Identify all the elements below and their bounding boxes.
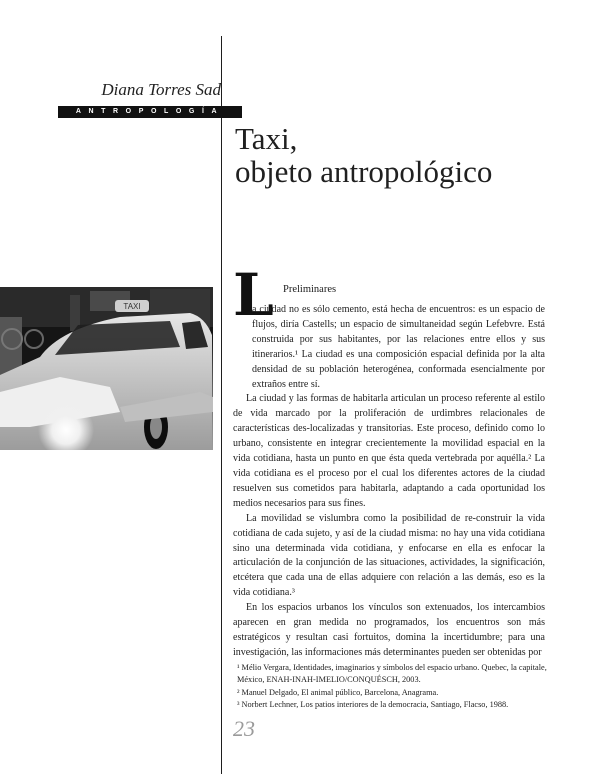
- drop-cap: L: [233, 261, 274, 329]
- section-heading: Preliminares: [283, 284, 337, 295]
- footnote-2: ² Manuel Delgado, El animal público, Barcelona, Anagrama.: [237, 687, 439, 697]
- taxi-photo: [0, 287, 213, 450]
- footnotes: [237, 662, 547, 711]
- page-number: 23: [233, 716, 255, 741]
- paragraph-4: En los espacios urbanos los vínculos son extenuados, los intercambios aparecen en gran medida no programados, los encuentros son más estratégicos y resultan casi fortuitos, domina la incertidumbre; para una investigación, las informaciones más determinantes pueden ser obtenidas por: [233, 602, 545, 658]
- title-line-2: objeto antropológico: [235, 154, 493, 189]
- paragraph-1: a ciudad no es sólo cemento, está hecha de encuentros: es un espacio de flujos, diría Castells; un espacio de simultaneidad según Lefebvre. Está construida por sus habitantes, por las relaciones entre ellos y sus itinerarios.¹ La ciudad es una composición espacial definida por la alta densidad de su población heterogénea, conformada esencialmente por extraños entre sí.: [252, 304, 545, 390]
- article-title: [235, 122, 492, 188]
- taxi-roof-sign: TAXI: [123, 302, 141, 311]
- paragraph-2: La ciudad y las formas de habitarla articulan un proceso referente al estilo de vida marcado por la proliferación de urdimbres relacionales de características des-localizadas y transitorias. Este proceso, definido como lo urbano, consistente en integrar crecientemente la movilidad espacial en la vida cotidiana, hasta un punto en que ésta queda vertebrada por aquélla.² La vida cotidiana es el proceso por el cual los diferentes actores de la ciudad resuelven sus cometidos para habitarla, adaptando a cada oportunidad los medios necesarios para sus fines.: [233, 393, 545, 509]
- footnote-1: ¹ Mélio Vergara, Identidades, imaginarios y símbolos del espacio urbano. Quebec, la capitale, México, ENAH-INAH-IMELIO/CONQUÉSCH, 2003.: [237, 663, 547, 685]
- title-line-1: Taxi,: [235, 121, 298, 156]
- taxi-photo-image: [0, 287, 213, 450]
- section-bar: [58, 106, 242, 118]
- column-divider-line: [221, 36, 222, 774]
- author-name: Diana Torres Sad: [101, 80, 221, 99]
- footnote-3: ³ Norbert Lechner, Los patios interiores de la democracia, Santiago, Flacso, 1988.: [237, 699, 509, 709]
- section-bar-label: ANTROPOLOGÍA: [75, 108, 225, 115]
- article-body: [233, 303, 545, 661]
- paragraph-3: La movilidad se vislumbra como la posibilidad de re-construir la vida cotidiana de cada sujeto, y así de la ciudad misma: no hay una vida cotidiana sino una determinada vida cotidiana, y enfocarse en ella es enfocar la articulación de la conjunción de las situaciones, actividades, la significación, etcétera que cada una de ellas adquiere con relación a las demás, eso es la vida cotidiana.³: [233, 512, 545, 599]
